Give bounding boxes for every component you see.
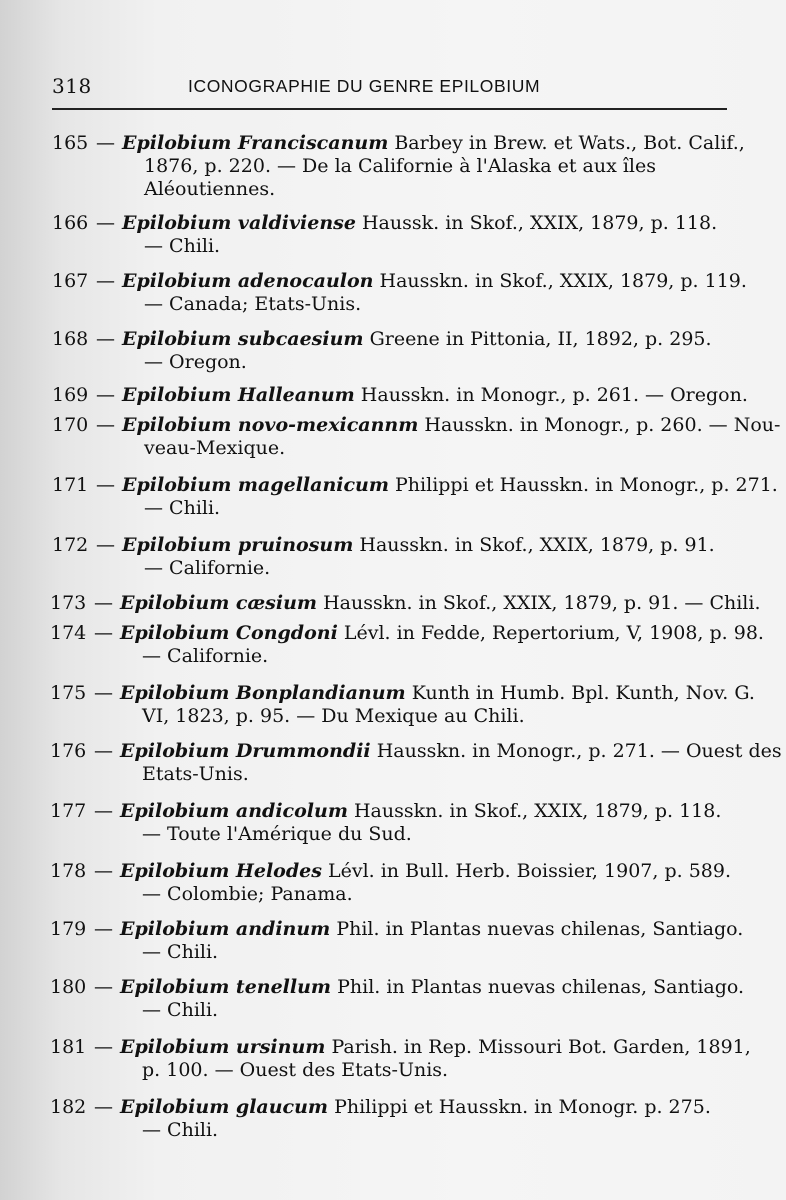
species-name: Epilobium ursinum: [120, 1036, 326, 1058]
entry-continuation: — Chili.: [144, 235, 221, 257]
entry-continuation: — Chili.: [144, 497, 221, 519]
entry-dash: —: [94, 740, 113, 762]
species-entry: [50, 592, 761, 615]
species-name: Epilobium subcaesium: [122, 328, 364, 350]
entry-continuation: p. 100. — Ouest des Etats-Unis.: [142, 1059, 449, 1081]
running-title: ICONOGRAPHIE DU GENRE EPILOBIUM: [188, 76, 541, 96]
entry-first-line: [50, 592, 761, 615]
citation: Haussk. in Skof., XXIX, 1879, p. 118.: [361, 212, 718, 234]
species-name: Epilobium novo-mexicannm: [122, 414, 419, 436]
species-name: Epilobium cæsium: [120, 592, 318, 614]
citation: Lévl. in Bull. Herb. Boissier, 1907, p. 589.: [327, 860, 731, 882]
entry-number: 169: [52, 384, 89, 406]
entry-first-line: [52, 132, 745, 155]
entry-number: 174: [50, 622, 87, 644]
entry-dash: —: [96, 328, 115, 350]
entry-continuation: 1876, p. 220. — De la Californie à l'Alaska et aux îles Aléoutiennes.: [144, 155, 656, 200]
entry-dash: —: [94, 976, 113, 998]
entry-dash: —: [94, 682, 113, 704]
entry-dash: —: [94, 918, 113, 940]
entry-first-line: [52, 474, 778, 497]
entry-first-line: [52, 212, 742, 235]
entry-dash: —: [94, 1096, 113, 1118]
entry-dash: —: [94, 860, 113, 882]
species-entry: [52, 534, 742, 580]
entry-continuation: — Canada; Etats-Unis.: [144, 293, 362, 315]
citation: Lévl. in Fedde, Repertorium, V, 1908, p. 98.: [343, 622, 764, 644]
species-entry: [50, 1036, 751, 1082]
entry-first-line: [50, 622, 764, 645]
entry-first-line: [50, 740, 782, 763]
species-entry: [52, 384, 748, 407]
species-name: Epilobium andicolum: [120, 800, 348, 822]
entry-number: 179: [50, 918, 87, 940]
species-name: Epilobium Drummondii: [120, 740, 371, 762]
species-entry: [50, 682, 755, 728]
entry-continuation: — Toute l'Amérique du Sud.: [142, 823, 412, 845]
citation: Phil. in Plantas nuevas chilenas, Santiago.: [337, 976, 745, 998]
citation: Philippi et Hausskn. in Monogr., p. 271.: [395, 474, 778, 496]
citation: Hausskn. in Skof., XXIX, 1879, p. 91. — Chili.: [323, 592, 761, 614]
species-entry: [50, 860, 740, 906]
species-name: Epilobium Halleanum: [122, 384, 355, 406]
entry-continuation: Etats-Unis.: [142, 763, 249, 785]
entry-number: 180: [50, 976, 87, 998]
species-name: Epilobium Bonplandianum: [120, 682, 406, 704]
entry-dash: —: [96, 384, 115, 406]
species-name: Epilobium Franciscanum: [122, 132, 389, 154]
entry-number: 176: [50, 740, 87, 762]
entry-first-line: [52, 534, 742, 557]
entry-number: 172: [52, 534, 89, 556]
entry-dash: —: [96, 534, 115, 556]
entry-continuation: — Californie.: [142, 645, 269, 667]
entry-first-line: [52, 414, 781, 437]
entry-dash: —: [94, 592, 113, 614]
entry-number: 177: [50, 800, 87, 822]
citation: Barbey in Brew. et Wats., Bot. Calif.,: [394, 132, 745, 154]
entry-dash: —: [96, 212, 115, 234]
citation: Hausskn. in Monogr., p. 260. — Nou-: [424, 414, 781, 436]
entry-number: 181: [50, 1036, 87, 1058]
entry-continuation: VI, 1823, p. 95. — Du Mexique au Chili.: [142, 705, 525, 727]
citation: Parish. in Rep. Missouri Bot. Garden, 1891,: [331, 1036, 751, 1058]
entry-dash: —: [94, 622, 113, 644]
entry-continuation: — Oregon.: [144, 351, 247, 373]
species-name: Epilobium Congdoni: [120, 622, 338, 644]
species-entry: [52, 212, 742, 258]
species-entry: [52, 270, 747, 316]
species-name: Epilobium Helodes: [120, 860, 322, 882]
species-entry: [52, 474, 778, 520]
citation: Philippi et Hausskn. in Monogr. p. 275.: [334, 1096, 711, 1118]
entry-first-line: [50, 800, 740, 823]
entry-number: 173: [50, 592, 87, 614]
citation: Phil. in Plantas nuevas chilenas, Santiago.: [336, 918, 744, 940]
citation: Hausskn. in Monogr., p. 261. — Oregon.: [360, 384, 748, 406]
entry-first-line: [50, 682, 755, 705]
species-entry: [50, 1096, 740, 1142]
entry-continuation: — Chili.: [142, 999, 219, 1021]
entry-number: 171: [52, 474, 89, 496]
entry-first-line: [50, 1096, 740, 1119]
entry-number: 170: [52, 414, 89, 436]
entry-first-line: [52, 270, 747, 293]
entry-first-line: [50, 1036, 751, 1059]
citation: Hausskn. in Monogr., p. 271. — Ouest des: [376, 740, 782, 762]
entry-number: 182: [50, 1096, 87, 1118]
species-entry: [50, 976, 745, 1022]
entry-first-line: [50, 860, 740, 883]
species-entry: [50, 800, 740, 846]
species-entry: [50, 918, 744, 964]
entry-dash: —: [96, 414, 115, 436]
entry-number: 168: [52, 328, 89, 350]
species-entry: [50, 740, 782, 786]
species-name: Epilobium tenellum: [120, 976, 332, 998]
species-entry: [52, 414, 781, 460]
species-name: Epilobium valdiviense: [122, 212, 356, 234]
entry-continuation: veau-Mexique.: [144, 437, 286, 459]
species-name: Epilobium andinum: [120, 918, 331, 940]
entry-number: 167: [52, 270, 89, 292]
entry-number: 165: [52, 132, 89, 154]
species-entry: [50, 622, 764, 668]
species-name: Epilobium pruinosum: [122, 534, 354, 556]
entry-number: 178: [50, 860, 87, 882]
citation: Hausskn. in Skof., XXIX, 1879, p. 91.: [359, 534, 715, 556]
entry-continuation: — Chili.: [142, 1119, 219, 1141]
entry-dash: —: [96, 132, 115, 154]
entry-first-line: [50, 918, 744, 941]
entry-dash: —: [96, 270, 115, 292]
species-name: Epilobium magellanicum: [122, 474, 389, 496]
citation: Greene in Pittonia, II, 1892, p. 295.: [369, 328, 712, 350]
citation: Hausskn. in Skof., XXIX, 1879, p. 118.: [353, 800, 722, 822]
entry-dash: —: [94, 1036, 113, 1058]
citation: Hausskn. in Skof., XXIX, 1879, p. 119.: [379, 270, 747, 292]
entry-first-line: [50, 976, 745, 999]
species-entry: [52, 132, 745, 201]
entry-dash: —: [94, 800, 113, 822]
entry-continuation: — Californie.: [144, 557, 271, 579]
page-number: 318: [52, 74, 92, 98]
entry-continuation: — Colombie; Panama.: [142, 883, 353, 905]
entry-number: 175: [50, 682, 87, 704]
species-entry: [52, 328, 742, 374]
citation: Kunth in Humb. Bpl. Kunth, Nov. G.: [411, 682, 755, 704]
entry-first-line: [52, 328, 742, 351]
entry-continuation: — Chili.: [142, 941, 219, 963]
entry-dash: —: [96, 474, 115, 496]
species-name: Epilobium glaucum: [120, 1096, 329, 1118]
species-name: Epilobium adenocaulon: [122, 270, 374, 292]
entry-number: 166: [52, 212, 89, 234]
entry-first-line: [52, 384, 748, 407]
